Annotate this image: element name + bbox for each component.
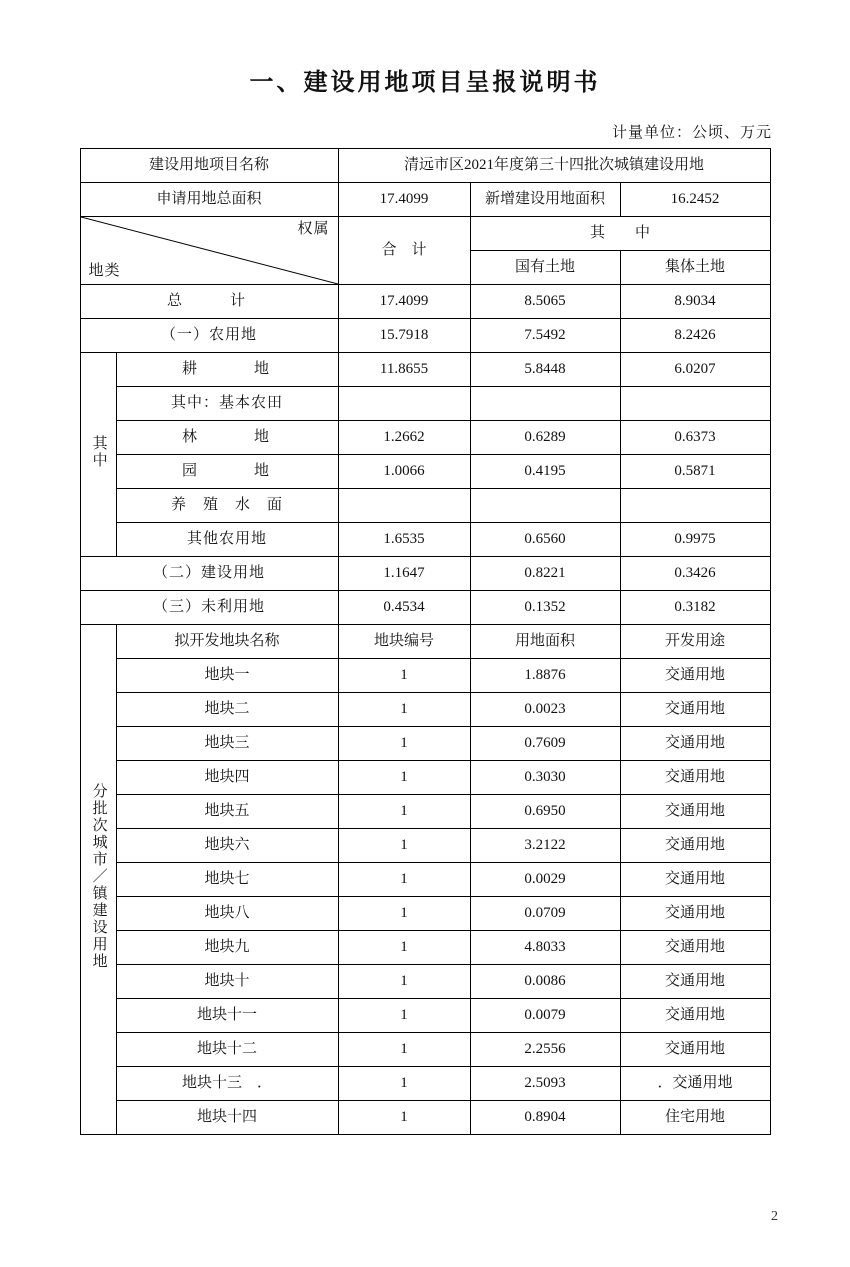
table-row-land xyxy=(80,285,770,319)
parcel-name: 地块二 xyxy=(116,693,338,727)
parcel-code: 1 xyxy=(338,931,470,965)
table-row-parcel xyxy=(80,999,770,1033)
land-row-state: 0.1352 xyxy=(470,591,620,625)
land-row-name: （一）农用地 xyxy=(80,319,338,353)
project-name-label: 建设用地项目名称 xyxy=(80,149,338,183)
parcel-area: 0.3030 xyxy=(470,761,620,795)
parcel-use: 交通用地 xyxy=(620,897,770,931)
land-row-total: 17.4099 xyxy=(338,285,470,319)
state-owned-header: 国有土地 xyxy=(470,251,620,285)
table-row-land xyxy=(80,455,770,489)
table-row-parcel xyxy=(80,829,770,863)
land-row-total: 1.0066 xyxy=(338,455,470,489)
parcel-use: 住宅用地 xyxy=(620,1101,770,1135)
parcel-use: 交通用地 xyxy=(620,931,770,965)
land-row-total: 1.2662 xyxy=(338,421,470,455)
parcel-area: 4.8033 xyxy=(470,931,620,965)
parcel-use: 交通用地 xyxy=(620,659,770,693)
parcel-name: 地块十三 ． xyxy=(116,1067,338,1101)
parcel-code: 1 xyxy=(338,795,470,829)
project-name-value: 清远市区2021年度第三十四批次城镇建设用地 xyxy=(338,149,770,183)
parcel-area: 0.0086 xyxy=(470,965,620,999)
parcel-area: 0.7609 xyxy=(470,727,620,761)
parcel-name: 地块十一 xyxy=(116,999,338,1033)
land-row-name: 养 殖 水 面 xyxy=(116,489,338,523)
table-row-land xyxy=(80,489,770,523)
ownership-label: 权属 xyxy=(297,221,330,237)
parcel-use: 交通用地 xyxy=(620,965,770,999)
land-row-collective: 0.5871 xyxy=(620,455,770,489)
parcel-use: ．交通用地 xyxy=(620,1067,770,1101)
parcel-code: 1 xyxy=(338,999,470,1033)
new-build-label: 新增建设用地面积 xyxy=(470,183,620,217)
parcel-side-label: 分批次城市／镇建设用地 xyxy=(80,625,116,1135)
parcel-use: 交通用地 xyxy=(620,727,770,761)
land-row-state: 7.5492 xyxy=(470,319,620,353)
land-row-state xyxy=(470,387,620,421)
parcel-name: 地块十四 xyxy=(116,1101,338,1135)
land-row-collective: 0.3182 xyxy=(620,591,770,625)
table-row-land xyxy=(80,353,770,387)
table-row-matrix-header-1 xyxy=(80,217,770,251)
land-row-collective: 8.9034 xyxy=(620,285,770,319)
land-row-collective: 0.6373 xyxy=(620,421,770,455)
table-row-project-name xyxy=(80,149,770,183)
page-title: 一、建设用地项目呈报说明书 xyxy=(249,70,601,96)
parcel-code: 1 xyxy=(338,1101,470,1135)
sub-side-label: 其中 xyxy=(80,353,116,557)
parcel-code: 1 xyxy=(338,965,470,999)
table-row-parcel xyxy=(80,863,770,897)
table-row-parcel xyxy=(80,931,770,965)
parcel-name-header: 拟开发地块名称 xyxy=(116,625,338,659)
table-row-parcel xyxy=(80,761,770,795)
parcel-area: 0.0079 xyxy=(470,999,620,1033)
apply-area-value: 17.4099 xyxy=(338,183,470,217)
apply-area-label: 申请用地总面积 xyxy=(80,183,338,217)
parcel-name: 地块十 xyxy=(116,965,338,999)
parcel-use: 交通用地 xyxy=(620,829,770,863)
parcel-code: 1 xyxy=(338,1067,470,1101)
parcel-use: 交通用地 xyxy=(620,863,770,897)
ownership-landtype-diagonal-cell xyxy=(80,217,338,285)
parcel-name: 地块十二 xyxy=(116,1033,338,1067)
parcel-area: 0.8904 xyxy=(470,1101,620,1135)
parcel-code: 1 xyxy=(338,897,470,931)
parcel-use-header: 开发用途 xyxy=(620,625,770,659)
table-row-land xyxy=(80,387,770,421)
table-row-parcel xyxy=(80,659,770,693)
parcel-name: 地块六 xyxy=(116,829,338,863)
parcel-use: 交通用地 xyxy=(620,761,770,795)
table-row-parcel xyxy=(80,1033,770,1067)
land-row-name: 其中：基本农田 xyxy=(116,387,338,421)
among-column-header: 其 中 xyxy=(470,217,770,251)
land-row-total: 1.1647 xyxy=(338,557,470,591)
parcel-area-header: 用地面积 xyxy=(470,625,620,659)
land-row-total xyxy=(338,387,470,421)
parcel-code-header: 地块编号 xyxy=(338,625,470,659)
land-row-name: 总 计 xyxy=(80,285,338,319)
land-row-total: 1.6535 xyxy=(338,523,470,557)
land-row-name: 耕 地 xyxy=(116,353,338,387)
table-row-parcel-header xyxy=(80,625,770,659)
table-row-parcel xyxy=(80,965,770,999)
total-column-header: 合 计 xyxy=(338,217,470,285)
landtype-label: 地类 xyxy=(88,263,121,280)
land-row-collective: 8.2426 xyxy=(620,319,770,353)
parcel-area: 0.0709 xyxy=(470,897,620,931)
parcel-area: 0.0023 xyxy=(470,693,620,727)
parcel-area: 2.2556 xyxy=(470,1033,620,1067)
land-row-collective xyxy=(620,387,770,421)
parcel-code: 1 xyxy=(338,863,470,897)
land-row-total: 11.8655 xyxy=(338,353,470,387)
parcel-name: 地块七 xyxy=(116,863,338,897)
table-row-parcel xyxy=(80,1067,770,1101)
land-row-total xyxy=(338,489,470,523)
land-row-state: 0.4195 xyxy=(470,455,620,489)
parcel-code: 1 xyxy=(338,659,470,693)
parcel-name: 地块八 xyxy=(116,897,338,931)
parcel-code: 1 xyxy=(338,693,470,727)
land-row-collective: 0.3426 xyxy=(620,557,770,591)
land-row-collective xyxy=(620,489,770,523)
land-row-total: 0.4534 xyxy=(338,591,470,625)
parcel-name: 地块九 xyxy=(116,931,338,965)
parcel-name: 地块一 xyxy=(116,659,338,693)
land-project-table xyxy=(80,148,771,1135)
parcel-code: 1 xyxy=(338,727,470,761)
parcel-name: 地块五 xyxy=(116,795,338,829)
land-row-name: 园 地 xyxy=(116,455,338,489)
new-build-value: 16.2452 xyxy=(620,183,770,217)
parcel-name: 地块四 xyxy=(116,761,338,795)
land-row-total: 15.7918 xyxy=(338,319,470,353)
table-row-apply-area xyxy=(80,183,770,217)
land-row-state: 8.5065 xyxy=(470,285,620,319)
land-row-name: （三）未利用地 xyxy=(80,591,338,625)
table-row-parcel xyxy=(80,727,770,761)
parcel-code: 1 xyxy=(338,1033,470,1067)
table-row-land xyxy=(80,523,770,557)
land-row-state: 5.8448 xyxy=(470,353,620,387)
table-row-land xyxy=(80,591,770,625)
parcel-name: 地块三 xyxy=(116,727,338,761)
document-page xyxy=(0,62,850,1267)
land-row-state: 0.6289 xyxy=(470,421,620,455)
parcel-area: 2.5093 xyxy=(470,1067,620,1101)
table-row-land xyxy=(80,421,770,455)
unit-note: 计量单位：公顷、万元 xyxy=(611,125,772,141)
parcel-use: 交通用地 xyxy=(620,999,770,1033)
page-number: 2 xyxy=(771,1209,778,1224)
table-row-parcel xyxy=(80,897,770,931)
land-row-name: （二）建设用地 xyxy=(80,557,338,591)
table-row-land xyxy=(80,557,770,591)
land-row-name: 其他农用地 xyxy=(116,523,338,557)
table-row-parcel xyxy=(80,1101,770,1135)
parcel-area: 0.0029 xyxy=(470,863,620,897)
collective-header: 集体土地 xyxy=(620,251,770,285)
table-row-parcel xyxy=(80,693,770,727)
parcel-code: 1 xyxy=(338,761,470,795)
parcel-code: 1 xyxy=(338,829,470,863)
land-row-state: 0.8221 xyxy=(470,557,620,591)
parcel-area: 1.8876 xyxy=(470,659,620,693)
parcel-use: 交通用地 xyxy=(620,795,770,829)
parcel-area: 0.6950 xyxy=(470,795,620,829)
land-row-collective: 6.0207 xyxy=(620,353,770,387)
land-row-collective: 0.9975 xyxy=(620,523,770,557)
table-row-parcel xyxy=(80,795,770,829)
parcel-use: 交通用地 xyxy=(620,1033,770,1067)
parcel-use: 交通用地 xyxy=(620,693,770,727)
table-row-land xyxy=(80,319,770,353)
land-row-state xyxy=(470,489,620,523)
land-row-state: 0.6560 xyxy=(470,523,620,557)
parcel-area: 3.2122 xyxy=(470,829,620,863)
land-row-name: 林 地 xyxy=(116,421,338,455)
